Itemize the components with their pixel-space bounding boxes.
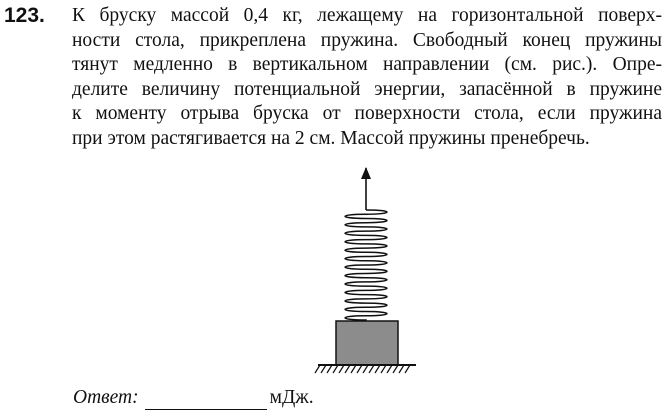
hatch-mark bbox=[357, 365, 362, 373]
hatch-mark bbox=[315, 365, 320, 373]
hatch-mark bbox=[387, 365, 392, 373]
hatch-mark bbox=[327, 365, 332, 373]
answer-blank[interactable] bbox=[145, 389, 267, 410]
answer-line bbox=[73, 386, 314, 410]
spring-block-figure bbox=[300, 160, 430, 385]
hatch-mark bbox=[405, 365, 410, 373]
hatch-mark bbox=[321, 365, 326, 373]
problem-line: делите величину потенциальной энергии, запасённой в пружине bbox=[72, 78, 662, 100]
hatch-mark bbox=[345, 365, 350, 373]
hatch-mark bbox=[363, 365, 368, 373]
problem-line: К бруску массой 0,4 кг, лежащему на горизонтальной поверх- bbox=[72, 5, 662, 26]
hatch-mark bbox=[351, 365, 356, 373]
answer-label: Ответ: bbox=[73, 387, 139, 408]
block bbox=[336, 321, 398, 365]
hatch-mark bbox=[369, 365, 374, 373]
problem-line: к моменту отрыва бруска от поверхности стола, если пружина bbox=[72, 103, 662, 125]
problem-line: тянут медленно в вертикальном направлении (см. рис.). Опре- bbox=[72, 54, 662, 76]
spring bbox=[345, 210, 387, 321]
problem-text bbox=[72, 4, 662, 152]
hatch-mark bbox=[333, 365, 338, 373]
problem-number: 123. bbox=[4, 4, 45, 27]
hatch-mark bbox=[393, 365, 398, 373]
problem-line: ности стола, прикреплена пружина. Свободный конец пружины bbox=[72, 29, 662, 51]
hatch-mark bbox=[399, 365, 404, 373]
hatch-mark bbox=[381, 365, 386, 373]
table-hatching bbox=[315, 365, 410, 373]
hatch-mark bbox=[339, 365, 344, 373]
answer-unit: мДж. bbox=[269, 387, 314, 408]
problem-line: при этом растягивается на 2 см. Массой пружины пренебречь. bbox=[72, 127, 590, 149]
hatch-mark bbox=[375, 365, 380, 373]
